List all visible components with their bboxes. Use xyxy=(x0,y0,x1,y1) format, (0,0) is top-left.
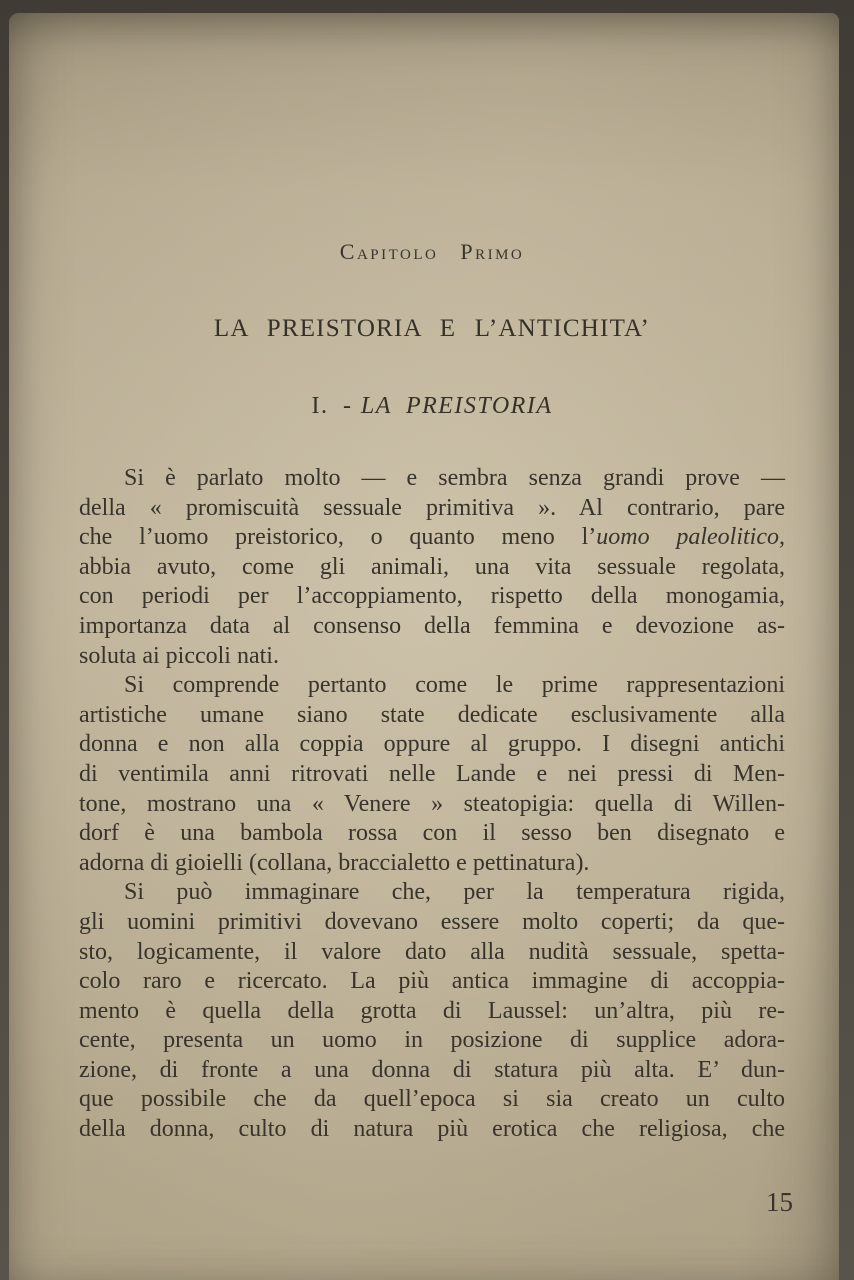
text-line: adorna di gioielli (collana, braccialetto e pettinatura). xyxy=(79,849,590,876)
text-line: sto, logicamente, il valore dato alla nudità sessuale, spetta- xyxy=(79,938,785,965)
section-heading xyxy=(79,393,785,420)
paragraph xyxy=(79,464,785,671)
text-line: que possibile che da quell’epoca si sia creato un culto xyxy=(79,1086,785,1113)
body-text xyxy=(79,464,785,1145)
page-number: 15 xyxy=(766,1187,793,1217)
text-line: di ventimila anni ritrovati nelle Lande e nei pressi di Men- xyxy=(79,760,785,787)
text-line: gli uomini primitivi dovevano essere molto coperti; da que- xyxy=(79,908,785,935)
section-number: I. - xyxy=(311,393,353,419)
text-line: Si comprende pertanto come le prime rappresentazioni xyxy=(124,672,785,699)
text-line: cente, presenta un uomo in posizione di supplice adora- xyxy=(79,1027,785,1054)
text-line: zione, di fronte a una donna di statura più alta. E’ dun- xyxy=(79,1056,785,1083)
text-line: Si può immaginare che, per la temperatura rigida, xyxy=(124,879,785,906)
chapter-label: Capitolo Primo xyxy=(339,239,525,264)
text-line: della donna, culto di natura più erotica che religiosa, che xyxy=(79,1116,785,1143)
paragraph xyxy=(79,671,785,878)
page-content xyxy=(79,13,785,1145)
text-line: che l’uomo preistorico, o quanto meno l’uomo paleolitico, xyxy=(79,524,785,551)
text-line: donna e non alla coppia oppure al gruppo. I disegni antichi xyxy=(79,731,785,758)
page-title: LA PREISTORIA E L’ANTICHITA’ xyxy=(213,315,651,342)
text-line: abbia avuto, come gli animali, una vita sessuale regolata, xyxy=(79,553,785,580)
text-line: Si è parlato molto — e sembra senza grandi prove — xyxy=(124,465,785,491)
paragraph xyxy=(79,878,785,1144)
text-line: mento è quella della grotta di Laussel: un’altra, più re- xyxy=(79,997,785,1024)
section-title: LA PREISTORIA xyxy=(360,393,553,419)
text-line: importanza data al consenso della femmina e devozione as- xyxy=(79,612,785,639)
text-line: artistiche umane siano state dedicate esclusivamente alla xyxy=(79,701,785,728)
text-line: della « promiscuità sessuale primitiva ». Al contrario, pare xyxy=(79,494,785,521)
text-line: soluta ai piccoli nati. xyxy=(79,642,279,669)
book-page xyxy=(9,13,839,1280)
text-line: colo raro e ricercato. La più antica immagine di accoppia- xyxy=(79,968,785,995)
text-line: tone, mostrano una « Venere » steatopigia: quella di Willen- xyxy=(79,790,785,817)
text-line: con periodi per l’accoppiamento, rispetto della monogamia, xyxy=(79,583,785,610)
text-line: dorf è una bambola rossa con il sesso ben disegnato e xyxy=(79,820,785,847)
